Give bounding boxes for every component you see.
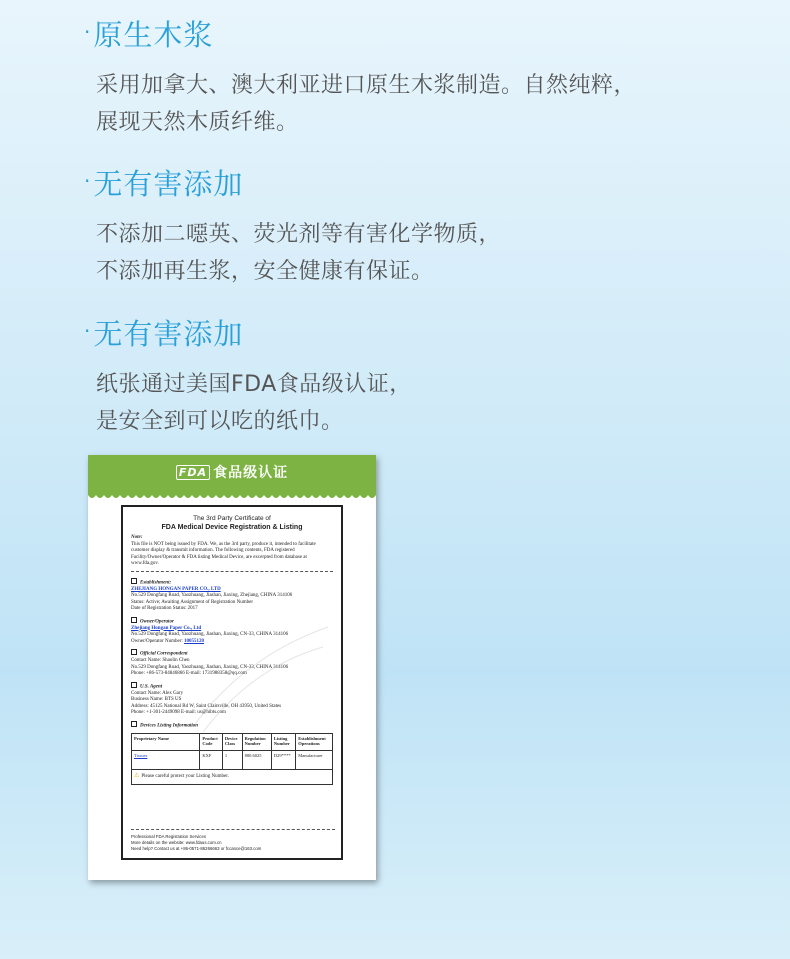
- warning-row: [131, 770, 333, 785]
- owner-name-link[interactable]: Zhejiang Hongan Paper Co., Ltd: [131, 625, 202, 631]
- correspondent-phone: Phone: +86-573-84846866 E-mail: 1731988358@qq.com: [131, 671, 247, 676]
- table-row: [132, 750, 333, 769]
- feature-section-no-additives: [84, 161, 501, 290]
- section-line: 纸张通过美国FDA食品级认证，: [96, 372, 412, 397]
- col-product-code: Product Code: [200, 733, 222, 750]
- section-body: [96, 366, 412, 440]
- establishment-address: No.529 Dongfang Road, Yaozhuang, Jiashan, Jiaxing, Zhejiang, CHINA 314106: [131, 593, 293, 598]
- col-regulation-number: Regulation Number: [242, 733, 271, 750]
- checkbox-icon: [131, 617, 137, 623]
- table-cell: 880.6025: [242, 750, 271, 769]
- correspondent-contact: Contact Name: Shaolin Chen: [131, 658, 190, 663]
- section-title: [84, 12, 636, 55]
- section-line: 是安全到可以吃的纸巾。: [96, 409, 344, 434]
- section-title: [84, 161, 501, 204]
- owner-number: Owner/Operator Number: 10055120: [131, 638, 205, 644]
- establishment-date: Date of Registration Status: 2017: [131, 606, 198, 611]
- agent-address: Address: 45125 National Rd W, Saint Clairsville, OH 43950, United States: [131, 703, 282, 709]
- certificate-heading: [131, 515, 333, 532]
- devices-table: [131, 733, 333, 770]
- checkbox-icon: [131, 649, 137, 655]
- certificate-footer: [131, 829, 335, 852]
- block-heading: U.S. Agent: [131, 682, 333, 691]
- section-body: [96, 67, 636, 141]
- col-listing-number: Listing Number: [271, 733, 295, 750]
- correspondent-block: [131, 649, 333, 678]
- certificate-title: FDA Medical Device Registration & Listing: [161, 524, 303, 531]
- banner-label: 食品级认证: [213, 465, 289, 481]
- block-heading: Establishment:: [131, 578, 333, 587]
- feature-section-pulp: [84, 12, 636, 141]
- col-device-class: Device Class: [222, 733, 242, 750]
- section-line: 展现天然木质纤维。: [96, 110, 299, 135]
- block-heading: Devices Listing Information: [131, 721, 333, 730]
- banner-title: [88, 462, 376, 482]
- checkbox-icon: [131, 721, 137, 727]
- device-name-link[interactable]: Tissues: [134, 752, 148, 758]
- footer-line: More details on the website: www.fdaus.com.cn: [131, 840, 222, 845]
- col-proprietary-name: Proprietary Name: [132, 733, 200, 750]
- correspondent-address: No.529 Dongfang Road, Yaozhuang, Jiashan, Jiaxing, CN-33, CHINA 314106: [131, 664, 289, 670]
- table-cell: KXF: [200, 750, 222, 769]
- divider: [131, 829, 335, 830]
- warning-text: Please careful protect your Listing Number.: [141, 773, 229, 779]
- owner-block: [131, 617, 333, 646]
- establishment-block: [131, 578, 333, 613]
- divider: [131, 571, 333, 572]
- footer-line: Professional FDA Registration Services: [131, 834, 206, 839]
- section-title-text: 原生木浆: [93, 18, 214, 52]
- banner-scallop-edge: [88, 493, 376, 501]
- owner-number-link[interactable]: 10055120: [184, 638, 205, 644]
- block-heading: Owner/Operator: [131, 617, 333, 626]
- devices-block: [131, 721, 333, 785]
- establishment-name-link[interactable]: ZHEJIANG HONGAN PAPER CO., LTD: [131, 586, 221, 592]
- table-cell: Manufacturer: [296, 750, 333, 769]
- fda-certificate-card: [88, 455, 376, 880]
- agent-business: Business Name: BTS US: [131, 697, 182, 702]
- section-line: 不添加二噁英、荧光剂等有害化学物质，: [96, 222, 502, 247]
- section-title: [84, 311, 412, 354]
- certificate-subtitle: The 3rd Party Certificate of: [193, 515, 271, 522]
- section-line: 不添加再生浆，安全健康有保证。: [96, 259, 434, 284]
- table-cell: 1: [222, 750, 242, 769]
- certificate-document: [121, 505, 343, 860]
- agent-contact: Contact Name: Alex Gary: [131, 690, 184, 696]
- footer-line: Need help? Contact us at +86-0571-86266663 or fccance@163.com: [131, 846, 262, 851]
- table-cell[interactable]: [132, 750, 200, 769]
- table-cell: D29****: [271, 750, 295, 769]
- establishment-status: Status: Active; Awaiting Assignment of Registration Number: [131, 599, 254, 605]
- checkbox-icon: [131, 578, 137, 584]
- note-text: This file is NOT being issued by FDA. We, as the 3rd party, produce it, intended to facilitate customer display & transmit information. The following contents, FDA registered Facility/Owner/Operator & FDA listing Medical Device, are excerpted from database at www.fda.gov.: [131, 541, 316, 566]
- col-establishment-operations: Establishment Operations: [296, 733, 333, 750]
- agent-block: [131, 682, 333, 717]
- agent-phone: Phone: +1-301-2449098 E-mail: us@hibts.com: [131, 710, 226, 715]
- section-body: [96, 216, 501, 290]
- bullet-dot: ·: [84, 319, 92, 343]
- warning-icon: ⚠: [134, 772, 140, 779]
- note-label: Note:: [131, 535, 143, 540]
- table-header-row: [132, 733, 333, 750]
- certificate-banner: [88, 455, 376, 495]
- fda-logo: FDA: [176, 465, 210, 480]
- block-heading: Official Correspondent: [131, 649, 333, 658]
- bullet-dot: ·: [84, 169, 92, 193]
- section-title-text: 无有害添加: [93, 167, 244, 201]
- section-title-text: 无有害添加: [93, 317, 244, 351]
- section-line: 采用加拿大、澳大利亚进口原生木浆制造。自然纯粹，: [96, 73, 637, 98]
- bullet-dot: ·: [84, 20, 92, 44]
- feature-section-fda: [84, 311, 412, 440]
- owner-address: No.529 Dongfang Road, Yaozhuang, Jiashan, Jiaxing, CN-33, CHINA 314106: [131, 632, 289, 637]
- checkbox-icon: [131, 682, 137, 688]
